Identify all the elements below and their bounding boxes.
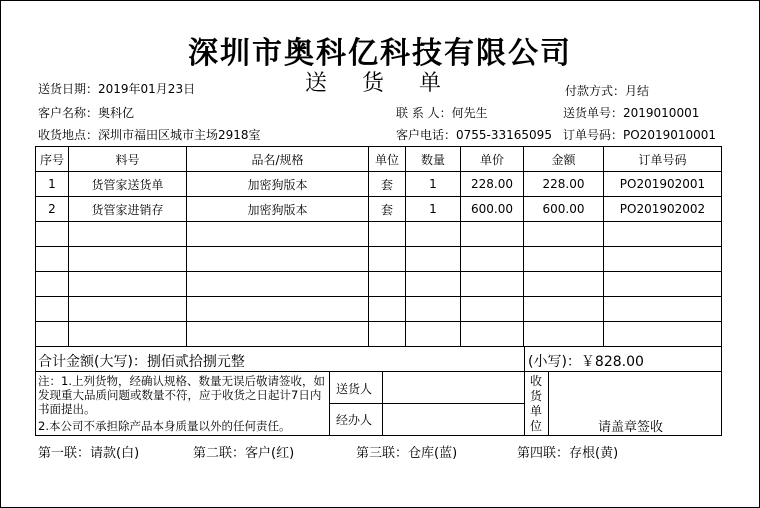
- table-row-empty: [36, 222, 722, 247]
- divider: [329, 403, 524, 404]
- col-header: 数量: [406, 147, 461, 172]
- delivery-number: 送货单号：2019010001: [563, 106, 700, 120]
- table-row-empty: [36, 247, 722, 272]
- cell: 加密狗版本: [187, 197, 369, 222]
- copy-blue: 第三联：仓库(蓝): [356, 446, 458, 461]
- col-header: 订单号码: [604, 147, 722, 172]
- divider: [548, 371, 549, 436]
- totals-divider: [524, 346, 525, 372]
- handler-label: 经办人: [336, 413, 373, 427]
- customer-name: 客户名称：奥科亿: [38, 106, 135, 120]
- delivery-address: 收货地点：深圳市福田区城市主场2918室: [38, 128, 261, 142]
- receiver-unit-label: 收货单位: [530, 374, 543, 433]
- table-row-empty: [36, 272, 722, 297]
- divider: [524, 371, 525, 436]
- cell: 货管家进销存: [69, 197, 187, 222]
- cell: 600.00: [524, 197, 604, 222]
- cell: PO201902001: [604, 172, 722, 197]
- col-header: 单位: [369, 147, 406, 172]
- cell: 2: [36, 197, 69, 222]
- cell: 加密狗版本: [187, 172, 369, 197]
- col-header: 料号: [69, 147, 187, 172]
- col-header: 品名/规格: [187, 147, 369, 172]
- copy-yellow: 第四联：存根(黄): [517, 446, 619, 461]
- total-uppercase: 合计金额(大写)：捌佰贰拾捌元整: [38, 354, 245, 370]
- cell: 套: [369, 197, 406, 222]
- cell: 1: [406, 172, 461, 197]
- copy-red: 第二联：客户(红): [193, 446, 295, 461]
- ship-date: 送货日期：2019年01月23日: [38, 82, 196, 96]
- table-row: [36, 197, 722, 222]
- contact-person: 联 系 人：何先生: [396, 106, 488, 120]
- notes-liability: 2.本公司不承担除产品本身质量以外的任何责任。: [38, 419, 291, 433]
- stamp-label: 请盖章签收: [598, 420, 664, 435]
- table-row: [36, 172, 722, 197]
- cell: 货管家送货单: [69, 172, 187, 197]
- document-title: 送 货 单: [305, 71, 455, 96]
- payment-method: 付款方式：月结: [565, 84, 650, 98]
- table-header-row: [36, 147, 722, 172]
- cell: 228.00: [461, 172, 524, 197]
- cell: 600.00: [461, 197, 524, 222]
- cell: 1: [406, 197, 461, 222]
- cell: PO201902002: [604, 197, 722, 222]
- copy-white: 第一联：请款(白): [38, 446, 140, 461]
- total-lowercase: (小写)：￥828.00: [528, 354, 644, 370]
- cell: 1: [36, 172, 69, 197]
- cell: 套: [369, 172, 406, 197]
- notes-terms: 注：1.上列货物，经确认规格、数量无误后敬请签收，如发现重大品质问题或数量不符，应于收货之日起计7日内书面提出。: [38, 374, 325, 416]
- company-title: 深圳市奥科亿科技有限公司: [188, 36, 572, 71]
- col-header: 序号: [36, 147, 69, 172]
- cell: 228.00: [524, 172, 604, 197]
- col-header: 金额: [524, 147, 604, 172]
- table-row-empty: [36, 322, 722, 347]
- customer-phone: 客户电话：0755-33165095: [396, 128, 552, 142]
- items-table: [35, 146, 722, 347]
- table-row-empty: [36, 297, 722, 322]
- deliverer-label: 送货人: [336, 382, 373, 396]
- order-number: 订单号码：PO2019010001: [563, 128, 717, 142]
- col-header: 单价: [461, 147, 524, 172]
